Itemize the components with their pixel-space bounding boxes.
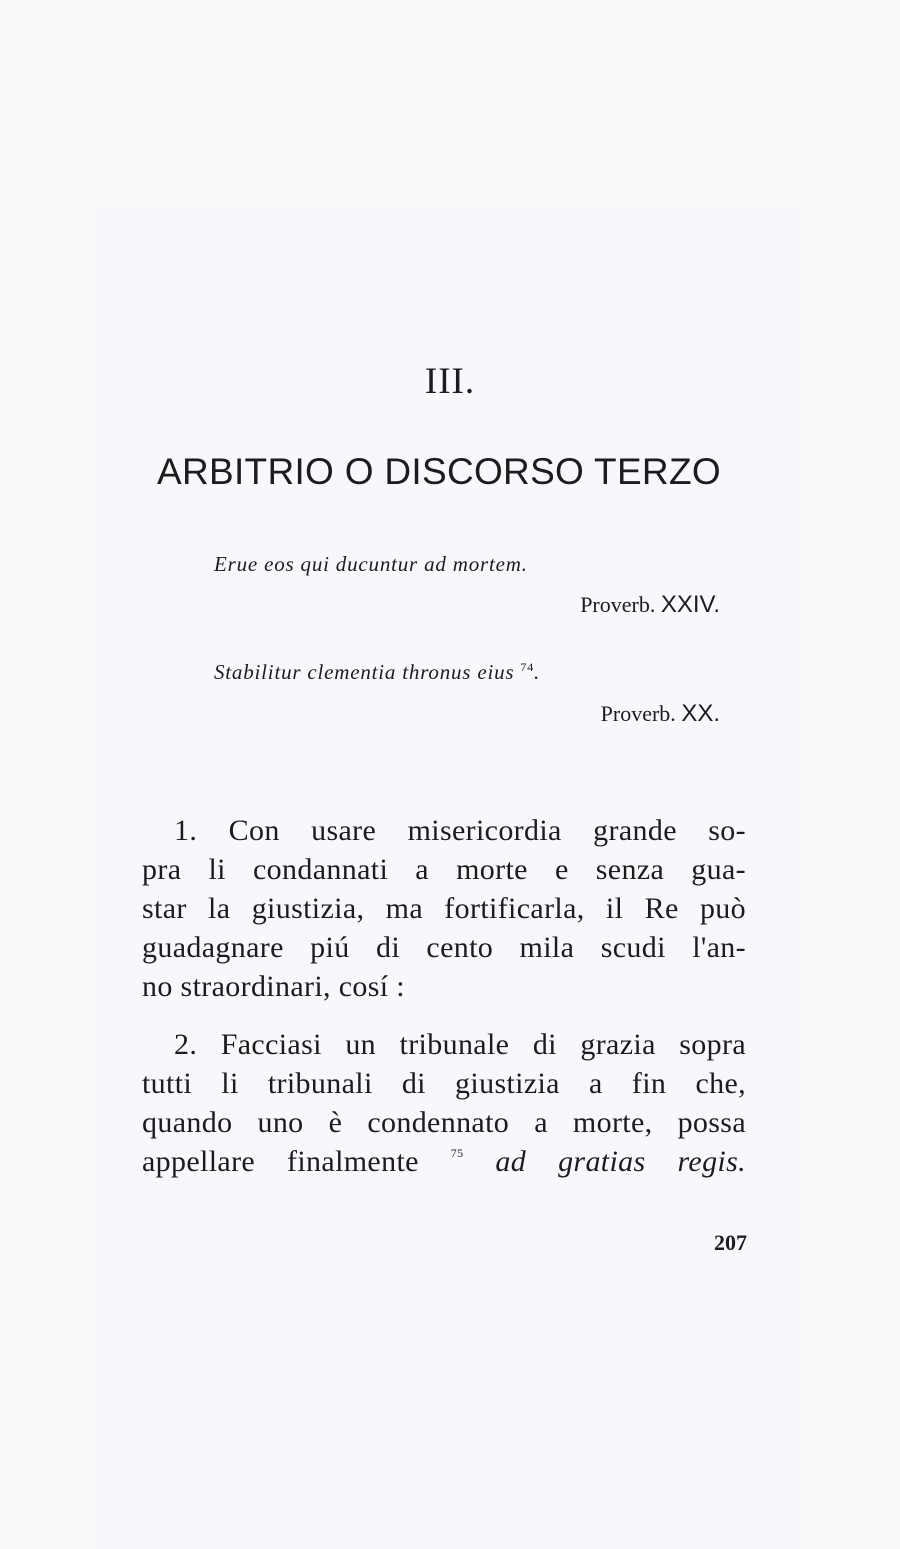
italic-phrase: ad gratias regis.: [495, 1145, 746, 1178]
source-chapter: XX.: [681, 700, 720, 727]
text-line: star la giustizia, ma fortificarla, il Re può: [142, 892, 746, 925]
epigraph-quote: [214, 660, 540, 685]
footnote-marker: 75: [450, 1146, 464, 1160]
epigraph-quote-text: Stabilitur clementia thronus eius: [214, 660, 521, 684]
text-line: 2. Facciasi un tribunale di grazia sopra: [174, 1028, 746, 1061]
source-book: Proverb.: [580, 592, 656, 617]
page-number: 207: [714, 1230, 747, 1255]
text-line: no straordinari, cosí :: [142, 970, 405, 1003]
source-chapter: XXIV.: [660, 591, 720, 618]
text-line: tutti li tribunali di giustizia a fin che,: [142, 1067, 746, 1100]
footnote-marker: 74: [520, 660, 535, 674]
paragraph-1: [142, 811, 746, 1006]
epigraph-source: [601, 700, 720, 728]
chapter-number: III.: [424, 361, 476, 402]
text-line: pra li condannati a morte e senza gua-: [142, 853, 746, 886]
text-line: 1. Con usare misericordia grande so-: [174, 814, 746, 847]
epigraph-quote-text: Erue eos qui ducuntur ad mortem.: [214, 552, 528, 576]
epigraph-source: [580, 591, 720, 619]
text-line: guadagnare piú di cento mila scudi l'an-: [142, 931, 746, 964]
epigraph-quote: [214, 552, 528, 577]
epigraph-quote-end: .: [534, 660, 541, 684]
text-line-last: [142, 1142, 746, 1181]
chapter-title: ARBITRIO O DISCORSO TERZO: [157, 451, 721, 492]
source-book: Proverb.: [600, 701, 676, 726]
text-line: quando uno è condennato a morte, possa: [142, 1106, 746, 1139]
paragraph-2: [142, 1025, 746, 1181]
text-line-start: appellare finalmente: [142, 1145, 451, 1178]
